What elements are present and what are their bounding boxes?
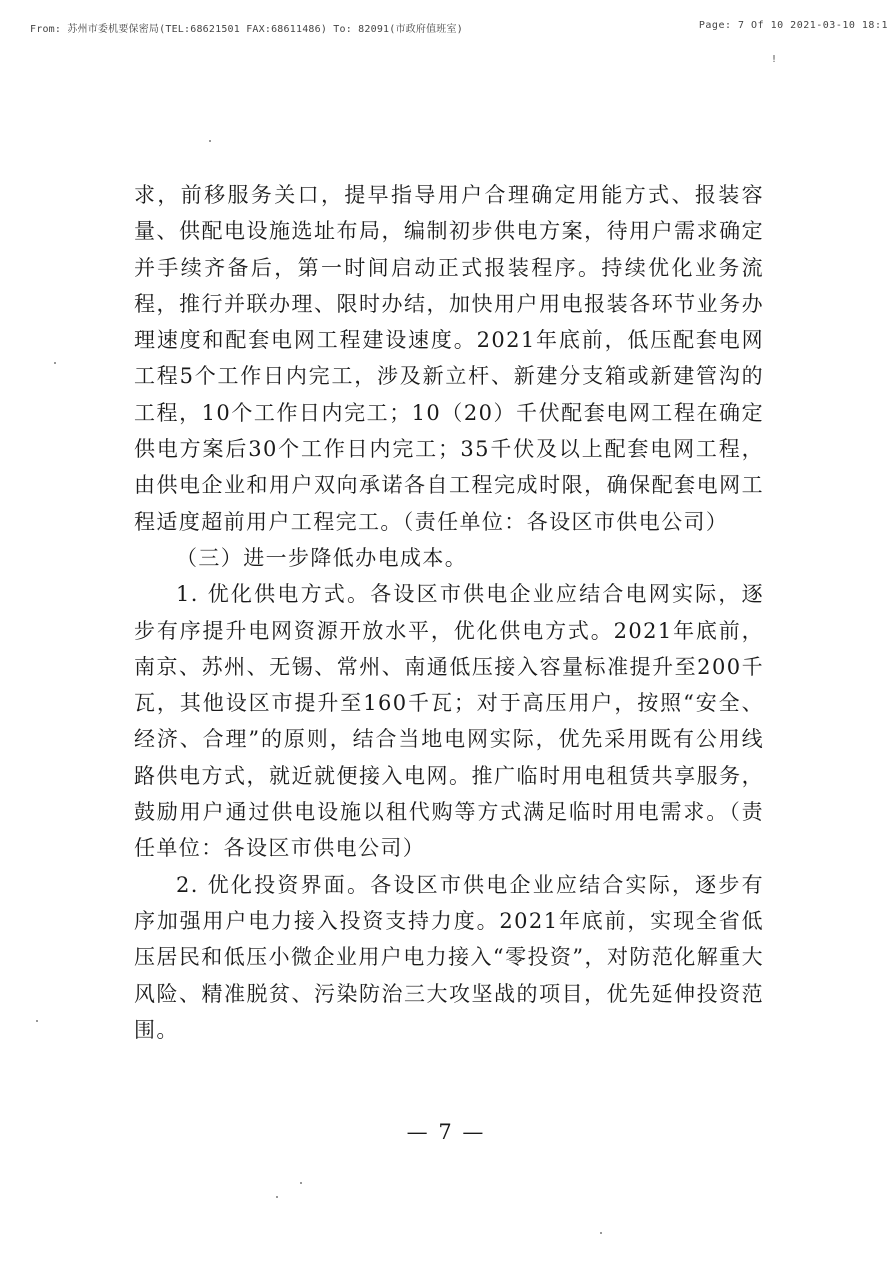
paragraph-supply-method: 1. 优化供电方式。各设区市供电企业应结合电网实际，逐步有序提升电网资源开放水平，优化供电方式。2021年底前，南京、苏州、无锡、常州、南通低压接入容量标准提升至200千瓦，其他设区市提升至160千瓦；对于高压用户，按照“安全、经济、合理”的原则，结合当地电网实际，优先采用既有公用线路供电方式，就近就便接入电网。推广临时用电租赁共享服务，鼓励用户通过供电设施以租代购等方式满足临时用电需求。（责任单位：各设区市供电公司） (134, 582, 764, 861)
scan-mark: ! (772, 54, 777, 65)
scan-speck (54, 362, 56, 364)
paragraph-continuation: 求，前移服务关口，提早指导用户合理确定用能方式、报装容量、供配电设施选址布局，编制初步供电方案，待用户需求确定并手续齐备后，第一时间启动正式报装程序。持续优化业务流程，推行并联办理、限时办结，加快用户用电报装各环节业务办理速度和配套电网工程建设速度。2021年底前，低压配套电网工程5个工作日内完工，涉及新立杆、新建分支箱或新建管沟的工程，10个工作日内完工；10（20）千伏配套电网工程在确定供电方案后30个工作日内完工；35千伏及以上配套电网工程，由供电企业和用户双向承诺各自工程完成时限，确保配套电网工程适度超前用户工程完工。（责任单位：各设区市供电公司） (134, 183, 764, 534)
scan-speck (300, 1182, 302, 1184)
fax-page-info: Page: 7 Of 10 2021-03-10 18:1 (698, 20, 888, 31)
page-number: — 7 — (406, 1120, 486, 1144)
document-body (134, 177, 764, 1048)
section-heading: （三）进一步降低办电成本。 (176, 545, 468, 570)
scan-speck (209, 140, 211, 142)
paragraph-investment-interface: 2. 优化投资界面。各设区市供电企业应结合实际，逐步有序加强用户电力接入投资支持力度。2021年底前，实现全省低压居民和低压小微企业用户电力接入“零投资”，对防范化解重大风险、精准脱贫、污染防治三大攻坚战的项目，优先延伸投资范围。 (134, 872, 764, 1042)
fax-sender-info: From: 苏州市委机要保密局(TEL:68621501 FAX:68611486) To: 82091(市政府值班室) (30, 24, 463, 35)
scan-speck (36, 1020, 38, 1022)
scan-speck (276, 1196, 278, 1198)
scan-speck (600, 1232, 602, 1234)
fax-header (0, 20, 892, 40)
